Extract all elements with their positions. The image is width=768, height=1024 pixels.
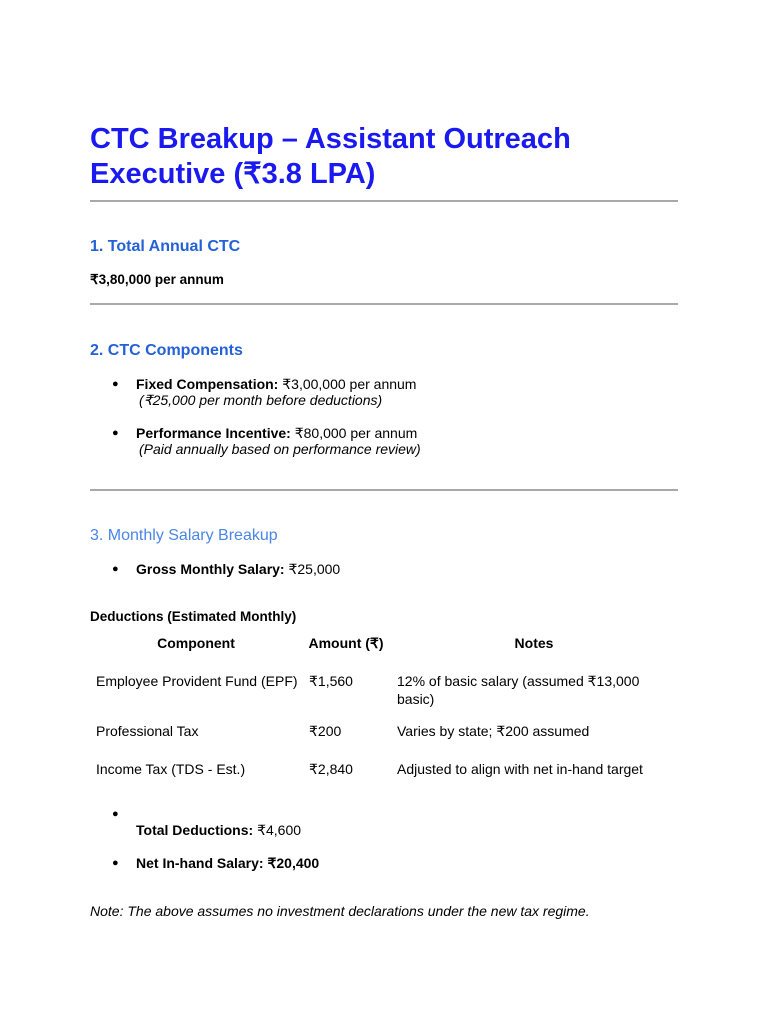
table-cell-amount: ₹200 [309, 723, 342, 739]
bullet-marker: ● [112, 563, 119, 575]
table-cell-component: Employee Provident Fund (EPF) [96, 673, 298, 689]
section-heading-ctc-components: 2. CTC Components [90, 342, 243, 359]
item-note: (₹25,000 per month before deductions) [139, 392, 383, 408]
table-header-component: Component [157, 635, 235, 651]
deductions-heading: Deductions (Estimated Monthly) [90, 609, 297, 624]
item-label: Performance Incentive: [136, 425, 291, 441]
list-item-total-deductions [136, 822, 301, 839]
item-value: ₹80,000 per annum [290, 425, 418, 441]
item-value: ₹25,000 [284, 561, 341, 577]
item-value: ₹3,00,000 per annum [278, 376, 417, 392]
item-value: ₹20,400 [263, 855, 320, 871]
item-value: ₹4,600 [253, 822, 302, 838]
item-label: Net In-hand Salary: [136, 855, 264, 871]
table-header-amount: Amount (₹) [308, 635, 384, 651]
table-cell-component: Professional Tax [96, 723, 199, 739]
bullet-marker: ● [112, 857, 119, 869]
item-label: Total Deductions: [136, 822, 254, 838]
table-cell-amount: ₹1,560 [309, 673, 353, 689]
table-cell-notes: Varies by state; ₹200 assumed [397, 723, 590, 739]
bullet-marker: ● [112, 378, 119, 390]
list-item-gross-salary [136, 561, 340, 578]
bullet-marker: ● [112, 427, 119, 439]
table-cell-notes: 12% of basic salary (assumed ₹13,000 basic) [397, 673, 640, 707]
list-item-fixed-compensation [136, 376, 416, 393]
total-ctc-value: ₹3,80,000 per annum [90, 272, 224, 287]
item-label: Fixed Compensation: [136, 376, 279, 392]
list-item-performance-incentive [136, 425, 417, 442]
item-label: Gross Monthly Salary: [136, 561, 285, 577]
table-cell-amount: ₹2,840 [309, 761, 353, 777]
table-cell-notes: Adjusted to align with net in-hand target [397, 761, 643, 777]
table-cell-component: Income Tax (TDS - Est.) [96, 761, 246, 777]
document-title: CTC Breakup – Assistant Outreach Executive (₹3.8 LPA) [90, 123, 571, 190]
footnote: Note: The above assumes no investment declarations under the new tax regime. [90, 903, 590, 919]
table-header-notes: Notes [514, 635, 554, 651]
divider [90, 303, 678, 305]
bullet-marker: ● [112, 808, 119, 820]
section-heading-monthly-salary: 3. Monthly Salary Breakup [90, 527, 278, 544]
list-item-net-salary [136, 855, 319, 872]
item-note: (Paid annually based on performance review) [139, 441, 421, 457]
divider [90, 200, 678, 202]
divider [90, 489, 678, 491]
section-heading-total-ctc: 1. Total Annual CTC [90, 238, 241, 255]
